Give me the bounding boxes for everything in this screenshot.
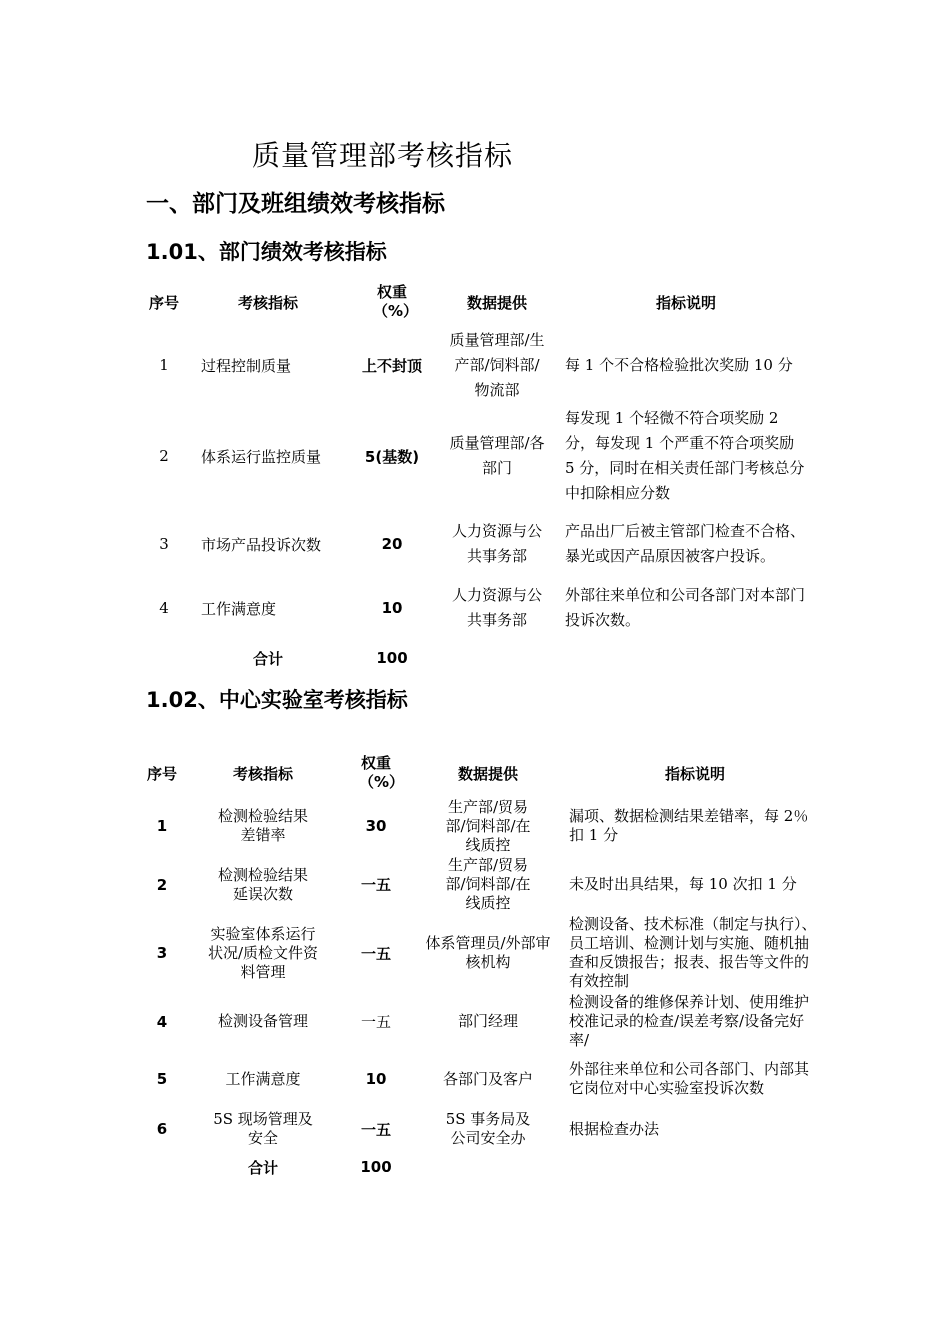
table2-heading: 1.02、中心实验室考核指标: [146, 688, 408, 712]
row-weight: 5(基数): [364, 447, 420, 466]
col-header-no: 序号: [146, 764, 177, 783]
table-row: [137, 856, 827, 913]
total-label: 合计: [252, 649, 283, 668]
table-row: [137, 993, 827, 1050]
col-header-source: 数据提供: [466, 293, 527, 312]
row-source: 部门经理: [457, 1012, 518, 1030]
row-metric: 工作满意度: [225, 1069, 301, 1088]
table-total-row: [137, 1150, 827, 1184]
row-no: 2: [159, 447, 169, 465]
row-desc: 产品出厂后被主管部门检查不合格、暴光或因产品原因被客户投诉。: [565, 522, 806, 565]
total-label: 合计: [247, 1158, 278, 1177]
row-weight: 10: [381, 599, 403, 617]
row-weight: 一五: [360, 876, 391, 894]
table-row: [137, 506, 817, 582]
table-row: [137, 1050, 827, 1108]
table-total-row: [137, 634, 817, 682]
row-no: 1: [159, 356, 169, 374]
row-no: 2: [156, 875, 168, 894]
table-header-row: [137, 280, 817, 324]
row-metric: 过程控制质量: [201, 356, 292, 375]
col-header-no: 序号: [148, 293, 179, 312]
row-source: 质量管理部/生产部/饲料部/物流部: [449, 330, 545, 399]
row-metric: 检测设备管理: [217, 1012, 308, 1030]
row-metric: 实验室体系运行状况/质检文件资料管理: [207, 924, 319, 981]
row-desc: 每发现 1 个轻微不符合项奖励 2 分，每发现 1 个严重不符合项奖励 5 分，同时在相关责任部门考核总分中扣除相应分数: [565, 409, 805, 502]
row-source: 5S 事务局及公司安全办: [445, 1110, 531, 1147]
table-row: [137, 913, 827, 993]
row-desc: 每 1 个不合格检验批次奖励 10 分: [565, 355, 793, 374]
row-source: 生产部/贸易部/饲料部/在线质控: [445, 856, 531, 912]
row-no: 3: [156, 944, 168, 962]
row-desc: 根据检查办法: [569, 1119, 660, 1138]
col-header-desc: 指标说明: [655, 293, 716, 312]
row-weight: 一五: [360, 944, 391, 963]
col-header-weight: 权重（%）: [359, 754, 405, 791]
row-weight: 30: [365, 817, 387, 835]
row-source: 生产部/贸易部/饲料部/在线质控: [445, 797, 531, 854]
row-no: 1: [156, 817, 168, 835]
dept-kpi-table: [137, 280, 817, 682]
table-row: [137, 324, 817, 406]
row-desc: 检测设备、技术标准（制定与执行）、员工培训、检测计划与实施、随机抽查和反馈报告；报表、报告等文件的有效控制: [569, 915, 817, 990]
section-heading: 一、部门及班组绩效考核指标: [146, 191, 445, 217]
col-header-metric: 考核指标: [232, 764, 293, 783]
row-desc: 外部往来单位和公司各部门对本部门投诉次数。: [565, 586, 806, 629]
table-row: [137, 796, 827, 856]
row-source: 体系管理员/外部审核机构: [425, 934, 551, 971]
row-source: 各部门及客户: [442, 1069, 533, 1088]
table1-heading: 1.01、部门绩效考核指标: [146, 240, 387, 264]
table-row: [137, 582, 817, 634]
lab-kpi-table: [137, 750, 827, 1184]
total-value: 100: [360, 1158, 392, 1176]
row-weight: 一五: [360, 1013, 391, 1031]
row-no: 5: [156, 1070, 168, 1088]
row-metric: 市场产品投诉次数: [201, 535, 322, 554]
table-header-row: [137, 750, 827, 796]
row-metric: 体系运行监控质量: [201, 447, 322, 466]
row-desc: 未及时出具结果，每 10 次扣 1 分: [569, 875, 797, 893]
row-metric: 工作满意度: [201, 599, 277, 618]
row-desc: 检测设备的维修保养计划、使用维护校准记录的检查/误差考察/设备完好率/: [569, 993, 810, 1049]
row-metric: 检测检验结果差错率: [217, 807, 308, 844]
table-row: [137, 1108, 827, 1150]
row-source: 人力资源与公共事务部: [451, 586, 542, 629]
col-header-weight: 权重（%）: [373, 283, 419, 320]
col-header-metric: 考核指标: [237, 293, 298, 312]
row-metric: 5S 现场管理及安全: [213, 1110, 313, 1147]
row-desc: 漏项、数据检测结果差错率，每 2％扣 1 分: [569, 807, 809, 844]
page-title: 质量管理部考核指标: [252, 139, 514, 172]
row-desc: 外部往来单位和公司各部门、内部其它岗位对中心实验室投诉次数: [569, 1060, 810, 1097]
table-row: [137, 406, 817, 506]
row-source: 质量管理部/各部门: [449, 434, 545, 477]
row-weight: 一五: [360, 1120, 391, 1139]
row-weight: 20: [381, 535, 403, 553]
col-header-desc: 指标说明: [664, 764, 725, 783]
row-weight: 上不封顶: [361, 356, 422, 375]
row-no: 4: [159, 599, 169, 617]
row-no: 3: [159, 535, 169, 553]
row-no: 6: [156, 1120, 168, 1138]
row-metric: 检测检验结果延误次数: [217, 865, 308, 903]
row-source: 人力资源与公共事务部: [451, 522, 542, 565]
col-header-source: 数据提供: [457, 764, 518, 783]
row-weight: 10: [365, 1070, 387, 1088]
total-value: 100: [376, 649, 408, 667]
row-no: 4: [156, 1012, 168, 1031]
